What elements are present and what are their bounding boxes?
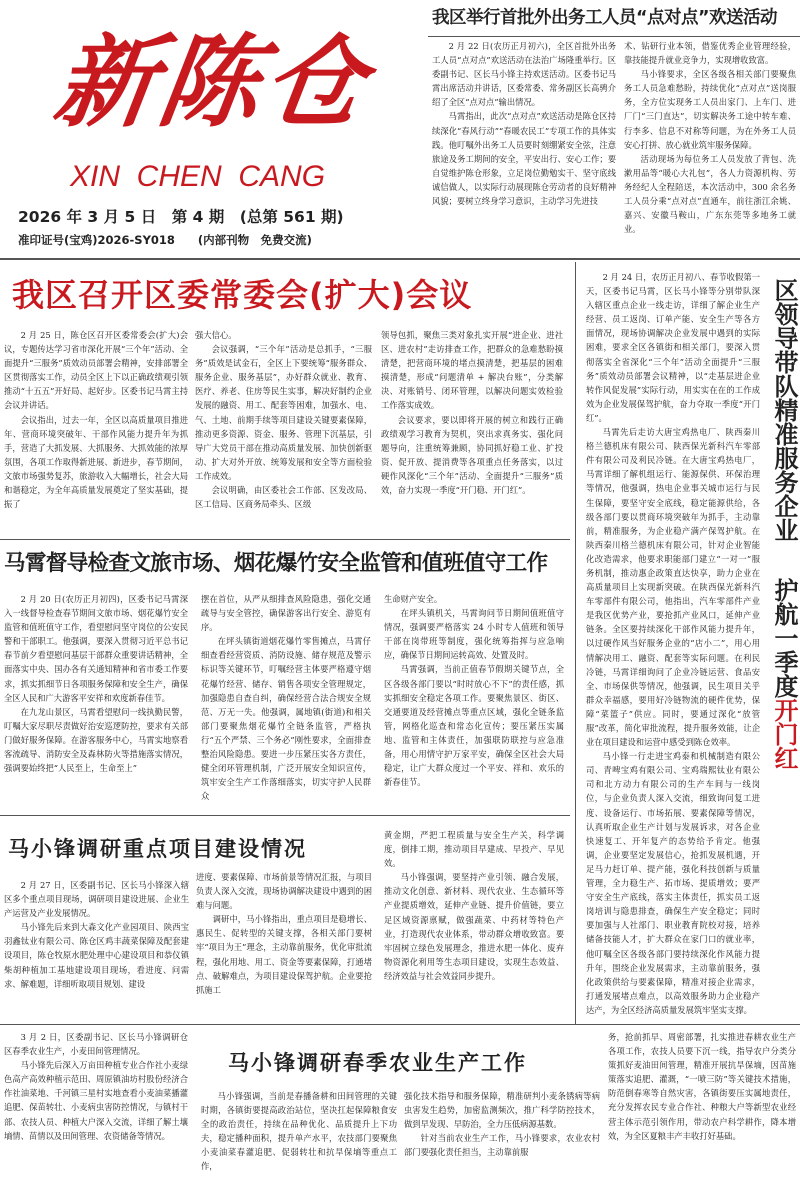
project-col1: 2 月 27 日，区委副书记、区长马小锋深入辖区多个重点项目现场，调研项目建设进展、企业生产运营及产业发展情况。 马小锋先后来到大森文化产业园项目、陕西宝羽鑫钛业有限公司、陈仓区鸡丰蔬菜保障及配套建设项目，陈仓牧原水肥处理中心建设项目和恭仪镇柴胡种植加工基地建设项目现场，看进度、问需求、解难题，详细听取项目规划、建设 [4,880,189,989]
project-col2: 进度、要素保障、市场前景等情况汇报，与项目负责人深入交流，现场协调解决建设中遇到的困难与问题。 调研中，马小锋指出，重点项目是稳增长、惠民生、促转型的关键支撑，各相关部门要树牢“项目为王”理念，主动靠前服务，优化审批流程，强化用地、用工、资金等要素保障，打通堵点、破解难点，为项目建设保驾护航。企业要抢抓施工 [196,872,372,995]
divider [0,1024,800,1025]
visit-headline-main: 区领导带队精准服务企业 [770,278,799,542]
visit-headline-sub-plain: 护航一季度 [770,578,799,698]
masthead-title: 新陈仓 [47,23,377,141]
visit-headline-sub [764,578,798,770]
committee-col1: 2 月 25 日，陈仓区召开区委常委会(扩大)会议，专题传达学习省市深化开展“三个年”活动、全面提升“三服务”质效动员部署会精神，安排部署全区贯彻落实工作，动员全区上下以正确政绩观引领推动“十五五”开好局、起好步。区委书记马霄主持会议并讲话。 会议指出，过去一年，全区以高质量项目推进年、营商环境突破年、干部作风能力提升年为抓手，营造了大抓发展、大抓服务、大抓效能的浓厚氛围，各项工作取得新进展、新进步，春节期间，文旅市场强势复苏，旅游收入大幅增长，社会大局和谐稳定，为全年高质量发展奠定了坚实基础，提振了 [4,330,188,510]
inspection-col1: 2 月 20 日(农历正月初四)，区委书记马霄深入一线督导检查春节期间文旅市场、烟花爆竹安全监管和值班值守工作，看望慰问坚守岗位的公安民警和干部职工。他强调，要深入贯彻习近平总书记春节前夕看望慰问基层干部群众重要讲话精神，全面落实中央、国办各有关通知精神和省市委工作要求，抓实抓细节日各项服务保障和安全生产，确保全区人民和广大游客平安祥和欢度新春佳节。 在九龙山景区，马霄看望慰问一线执勤民警，叮嘱大家尽职尽责做好治安巡逻防控，要求有关部门做好服务保障。在游客服务中心，马霄实地察看客流疏导、消防安全及森林防火等措施落实情况，强调要始终把“人民至上，生命至上” [4,594,188,774]
agri-col3: 务，抢前抓早、周密部署，扎实推进春耕农业生产各项工作，农技人员要下沉一线，指导农户分类分策抓好麦油田间管理，精准开展抗旱保墒，因苗施策落实追肥、灌溉，“一喷三防”等关键技术措施，防范倒春寒等自然灾害，各镇街要压实属地责任，充分发挥农民专业合作社、种粮大户等新型农业经营主体示范引领作用，带动农户科学耕作，降本增效，为全区夏粮丰产丰收打好基础。 [608,1032,796,1141]
divider [0,258,800,260]
divider [0,539,570,540]
divider [0,815,570,816]
issue-line: 2026 年 3 月 5 日 第 4 期 (总第 561 期) [18,208,344,226]
visit-headline-sub-red: 开门红 [770,698,799,770]
masthead-pinyin: XIN CHEN CANG [70,160,326,193]
agri-col-left: 3 月 2 日，区委副书记、区长马小锋调研仓区春季农业生产，小麦田间管理情况。 马小锋先后深入万亩田种植专业合作社小麦绿色高产高效种植示范田、周原镇油坊村股份经济合作社油菜地、千河镇三星村实地查看小麦油菜播灌追肥、保苗转壮、小麦病虫害防控情况，与镇村干部、农技人员、种植大户深入交流，详细了解土壤墒情、苗情以及田间管理、农资储备等情况。 [4,1032,188,1141]
top-article-col1: 2 月 22 日(农历正月初六)，全区首批外出务工人员“点对点”欢送活动在法治广场隆重举行。区委副书记、区长马小锋主持欢送活动。区委书记马霄出席活动并讲话，区委常委、常务副区长高骋介绍了全区“点对点”输出情况。 马霄指出，此次“点对点”欢送活动是陈仓区持续深化“春风行动”“春暖农民工”专项工作的具体实践。他叮嘱外出务工人员要时刻绷紧安全弦，注意旅途及务工期间的安全，平安出行、安心工作；要自觉维护陈仓形象，立足岗位勤勉实干、坚守底线诚信做人，以实际行动展现陈仓劳动者的良好精神风貌；要树立终身学习意识，主动学习先进技 [432,41,616,207]
visit-col1: 2 月 24 日，农历正月初八、春节收假第一天，区委书记马霄，区长马小锋等分别带队深入辖区重点企业一线走访，详细了解企业生产经营、员工返岗、订单产能、安全生产等各方面情况，现场协调解决企业发展中遇到的实际困难，要求全区各镇街和相关部门，要深入贯彻落实全省深化“三个年”活动全面提升“三服务”质效动员部署会议精神，以“走基层进企业转作风促发展”实际行动，用实实在在的工作成效为企业发展保驾护航，奋力夺取一季度“开门红”。 马霄先后走访大唐宝鸡热电厂、陕西秦川格兰德机床有限公司、陕西保光新科汽车零部件有限公司及利民冷链。在大唐宝鸡热电厂，马霄详细了解机组运行、能源保供、环保治理等情况，他强调，热电企业事关城市运行与民生保障，要坚守安全底线，稳定能源供给，各级各部门要以贯商环境突破年为抓手，主动靠前，精准服务，为企业稳产满产保驾护航。在陕西秦川格兰德机床有限公司，针对企业智能化改造需求，他要求职能部门建立“一对一”服务机制，推动惠企政策直达快享，助力企业在高质量项目上实现新突破。在陕西保光新科汽车零部件有限公司，他指出，汽车零部件产业是我区优势产业，要抢抓产业风口，延伸产业链条。全区要持续深化干部作风能力提升年，以过硬作风当好服务企业的“店小二”，用心用情解决用工、融资、配套等实际问题。在利民冷链，马霄详细询问了企业冷链运营、食品安全、市场保供等情况，他强调，民生项目关乎群众幸福感，要用好冷链物流的硬件优势，保障“菜篮子”供应。同时，要通过深化“放管服”改革，简化审批流程，提升服务效能，让企业在项目建设和运营中感受到陈仓效率。 马小锋一行走进宝鸡泰和机械制造有限公司、青啤宝鸡有限公司、宝鸡瑞熙钛业有限公司和北方动力有限公司的生产车间与一线岗位，与企业负责人深入交流，细致询问复工进度、设备运行、市场拓展、要素保障等情况，认真听取企业生产计划与发展诉求，对各企业快速复工、开年复产的态势给予肯定。他强调，企业要坚定发展信心，抢抓发展机遇，开足马力赶订单、提产能，强化科技创新与质量管理，全力稳生产、拓市场、提质增效；要严守安全生产底线，落实主体责任，抓实员工返岗培训与隐患排查，确保生产安全稳定；同时要加强与人社部门、职业教育院校对接，培养储备技能人才，扩大群众在家门口的就业率，他叮嘱全区各级各部门要持续深化作风能力提升年，围绕企业发展需求，主动靠前服务，强化政策供给与要素保障，精准对接企业需求，打通发展堵点难点，以高效服务助力企业稳产达产，为全区经济高质量发展筑牢坚实支撑。 [586,272,760,1015]
top-article-col2: 术、钻研行业本领，借鉴优秀企业管理经验，靠技能提升就业竞争力，实现增收致富。 马小锋要求，全区各级各相关部门要聚焦务工人员急难愁盼，持续优化“点对点”送岗服务，全方位实现务工人员出家门、上车门、进厂门“三门直达”，切实解决务工途中转车难、行李多、信息不对称等问题，为在外务工人员安心打拼、放心就业筑牢服务保障。 活动现场为每位务工人员发放了背包、洗漱用品等“暖心大礼包”，各人力资源机构、劳务经纪人全程陪送，本次活动中，300 余名务工人员分乘“点对点”直通车，前往浙江余姚、嘉兴、安徽马鞍山，广东东莞等多地务工就业。 [624,41,796,235]
inspection-headline: 马霄督导检查文旅市场、烟花爆竹安全监管和值班值守工作 [4,551,548,576]
committee-col3: 领导包抓，聚焦三类对象扎实开展“进企业、进社区、进农村”走访排查工作，把群众的急难愁盼摸清楚，把营商环境的堵点摸清楚，把基层的困难摸清楚，形成“问题清单 + 解决台账”，分类解决、对账销号、闭环管理，以解决问题实效检验工作落实成效。 会议要求，要以即将开展的树立和践行正确政绩观学习教育为契机，突出求真务实、强化问题导向，注重统筹兼顾，协同抓好稳工业、扩投资、促开放、提消费等各项重点任务落实，以过硬作风深化“三个年”活动、全面提升“三服务”质效，奋力实现一季度“开门稳、开门红”。 [381,330,563,496]
project-col3: 黄金期，严把工程质量与安全生产关，科学调度，倒排工期，推动项目早建成、早投产、早见效。 马小锋强调，要坚持产业引领、融合发展，推动文化创意、新材料、现代农业、生态循环等产业提质增效，延伸产业链、提升价值链，要立足区域资源禀赋，做强蔬菜、中药材等特色产业，打造现代农业体系，带动群众增收致富。要牢固树立绿色发展理念，推进水肥一体化、废弃物资源化利用等生态项目建设，实现生态效益、经济效益与社会效益同步提升。 [384,830,564,981]
committee-col2: 强大信心。 会议强调，“三个年”活动是总抓手，“三服务”质效是试金石，全区上下要统筹“服务群众、服务企业、服务基层”，办好群众就业、教育、医疗、养老、住房等民生实事，解决好制约企业发展的融资、用工、配套等困难，加强水、电、气、土地、前期手续等项目建设关键要素保障，推动更多资源、资金、服务、管理下沉基层，引导广大党员干部在推动高质量发展、加快创新驱动、扩大对外开放、统筹发展和安全等方面检验工作成效。 会议明确，由区委社会工作部、区发改局、区工信局、区商务局牵头、区级 [195,330,372,510]
masthead [0,0,422,247]
project-headline: 马小锋调研重点项目建设情况 [8,837,307,861]
agri-col1: 马小锋强调，当前是春播备耕和田间管理的关键时期，各镇街要提高政治站位，坚决扛起保障粮食安全的政治责任，持续在品种优化、品质提升上下功夫，稳定播种面积，提升单产水平，农技部门要聚焦小麦油菜春灌追肥、促弱转壮和抗旱保墒等重点工作， [201,1091,397,1172]
divider [575,262,576,1024]
divider [428,36,800,37]
agri-headline: 马小锋调研春季农业生产工作 [228,1051,527,1075]
inspection-col3: 生命财产安全。 在坪头镇机关，马霄询问节日期间值班值守情况，强调要严格落实 24 小时专人值班和领导干部在岗带班等制度，强化统筹指挥与应急响应，确保节日期间运转高效、处置及时。 马霄强调，当前正值春节假期关键节点，全区各级各部门要以“时时放心不下”的责任感，抓实抓细安全稳定各项工作。要聚焦景区、街区、交通要道及经营摊点等重点区域，强化全链条监管，网格化巡查和常态化宣传；要压紧压实属地、监管和主体责任，加强联防联控与应急准备，用心用情守护万家平安，确保全区社会大局稳定，让广大群众度过一个平安、祥和、欢乐的新春佳节。 [384,594,564,788]
permit-line: 准印证号(宝鸡)2026-SY018 (内部刊物 免费交流) [18,233,312,247]
agri-col2: 强化技术指导和服务保障，精准研判小麦条锈病等病虫害发生趋势，加密监测频次，推广科学防控技术，做到早发现、早防治，全力压低病源基数。 针对当前农业生产工作，马小锋要求，农业农村部门要强化责任担当，主动靠前服 [404,1091,600,1158]
inspection-col2: 摆在首位，从严从细排查风险隐患，强化交通疏导与安全管控，确保游客出行安全、游览有序。 在坪头镇街道烟花爆竹零售摊点，马霄仔细查看经营资质、消防设施、储存规范及警示标识等关键环节，叮嘱经营主体要严格遵守烟花爆竹经营、储存、销售各项安全管理规定，加强隐患自查自纠，确保经营合法合规安全规范、万无一失。他强调，属地镇(街道)和相关部门要聚焦烟花爆竹全链条监管，严格执行“五个严禁、三个务必”刚性要求，全面排查整治风险隐患。要进一步压紧压实各方责任，健全闭环管理机制，广泛开展安全知识宣传，筑牢安全生产工作落细落实，切实守护人民群众 [201,594,371,802]
committee-headline: 我区召开区委常委会(扩大)会议 [12,276,473,314]
top-article-headline: 我区举行首批外出务工人员“点对点”欢送活动 [432,8,778,28]
